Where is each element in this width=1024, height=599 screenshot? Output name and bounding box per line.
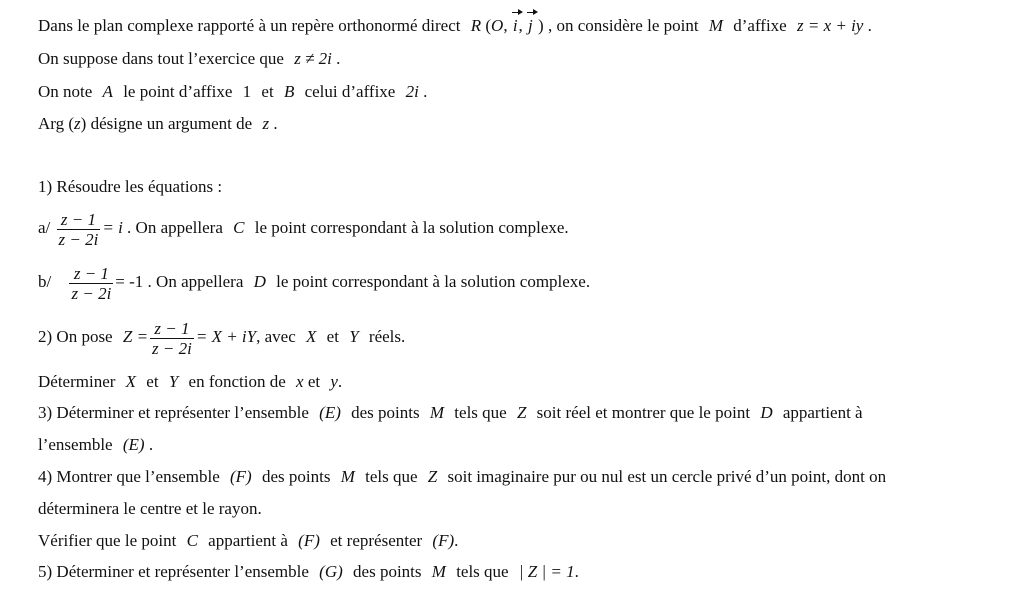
math-equals: = -1 [115,272,144,291]
math-one: 1 [242,82,252,101]
text: tels que [365,467,418,486]
text: et [146,372,159,391]
text: appartient à [208,531,288,550]
math-condition: z ≠ 2i [294,49,332,68]
fraction [150,319,194,358]
math-set-F: (F) [230,467,252,486]
comma: , [518,16,523,35]
math-x: x [296,372,304,391]
text: des points [353,562,422,581]
text: 3) Déterminer et représenter l’ensemble [38,403,309,422]
text: , on considère le point [547,16,699,35]
math-Y: Y [349,327,359,346]
comma: , [503,16,508,35]
text: soit réel et montrer que le point [536,403,751,422]
math-A: A [102,82,113,101]
dot: . [337,372,343,391]
fraction [57,210,101,249]
question-1b [38,261,1004,303]
text: 5) Déterminer et représenter l’ensemble [38,562,309,581]
text: Vérifier que le point [38,531,177,550]
paren: ) [538,16,544,35]
text: Dans le plan complexe rapporté à un repère orthonormé direct [38,16,461,35]
dot: . [148,435,154,454]
text: . On appellera [127,218,223,237]
math-M: M [708,16,723,35]
numerator: z − 1 [57,210,101,230]
text: déterminera le centre et le rayon. [38,499,262,518]
math-2i: 2i [405,82,419,101]
text: , avec [256,327,296,346]
vector-i: i [512,16,518,35]
text: le point correspondant à la solution complexe. [276,272,591,291]
text: ) désigne un argument de [80,114,253,133]
dot: . [336,49,341,68]
text: soit imaginaire pur ou nul est un cercle privé d’un point, dont on [447,467,887,486]
math-equals: = i [102,218,123,237]
text: en fonction de [188,372,286,391]
text: réels. [368,327,406,346]
question-1a [38,207,1004,249]
intro-line-4 [38,113,1004,135]
text: appartient à [782,403,863,422]
label: a/ [38,218,51,237]
text: tels que [456,562,509,581]
text: celui d’affixe [304,82,396,101]
math-M: M [431,562,446,581]
text: 1) Résoudre les équations : [38,177,223,196]
text: et [261,82,274,101]
math-X: X [306,327,317,346]
math-Z: Z [516,403,527,422]
math-O: O [491,16,504,35]
math-Z: Z = [122,327,149,346]
math-set-G: (G) [319,562,343,581]
question-4-line-3 [38,530,1004,552]
text: Déterminer [38,372,116,391]
question-4 [38,466,1004,488]
math-M: M [340,467,355,486]
math-D: D [253,272,266,291]
intro-line-1 [38,15,1004,37]
question-2 [38,316,1004,358]
text: 2) On pose [38,327,113,346]
fraction [69,264,113,303]
question-2-line-2 [38,371,1004,393]
question-1-title [38,176,1004,198]
text: . On appellera [147,272,244,291]
text: et [326,327,339,346]
dot: . [574,562,579,581]
math-X: X [125,372,137,391]
dot: . [867,16,872,35]
text: 4) Montrer que l’ensemble [38,467,220,486]
math-Y: Y [168,372,179,391]
text: On note [38,82,93,101]
intro-line-3 [38,81,1004,103]
numerator: z − 1 [150,319,194,339]
math-modulus-condition: | Z | = 1 [518,562,575,581]
dot: . [273,114,278,133]
text: des points [351,403,420,422]
label: b/ [38,272,52,291]
vector-j: j [528,16,533,35]
question-3-line-2 [38,434,1004,456]
text: d’affixe [733,16,787,35]
math-M: M [429,403,445,422]
text: tels que [454,403,507,422]
text: et [307,372,321,391]
math-affix: z = x + iy [796,16,864,35]
text: le point correspondant à la solution complexe. [254,218,569,237]
text: Arg ( [38,114,75,133]
math-set-F: (F) [432,531,455,550]
dot: . [454,531,459,550]
text: l’ensemble [38,435,113,454]
math-set-E: (E) [319,403,341,422]
text: des points [261,467,331,486]
text: et représenter [330,531,423,550]
math-B: B [283,82,295,101]
denominator: z − 2i [58,229,99,249]
math-y: y [330,372,338,391]
denominator: z − 2i [71,283,112,303]
intro-line-2 [38,48,1004,70]
math-C: C [233,218,245,237]
question-3 [38,402,1004,424]
math-z: z [74,114,81,133]
math-set-E: (E) [122,435,145,454]
text: On suppose dans tout l’exercice que [38,49,284,68]
text: le point d’affixe [123,82,233,101]
math-Z: Z [427,467,438,486]
math-D: D [760,403,773,422]
math-equals: = X + iY [195,327,257,346]
math-C: C [186,531,198,550]
question-4-line-2 [38,498,1004,520]
question-5 [38,561,1004,583]
math-set-F: (F) [298,531,320,550]
dot: . [423,82,428,101]
numerator: z − 1 [69,264,113,284]
math-z: z [262,114,270,133]
math-R: R [470,16,482,35]
paren: ( [485,16,492,35]
denominator: z − 2i [152,338,192,358]
